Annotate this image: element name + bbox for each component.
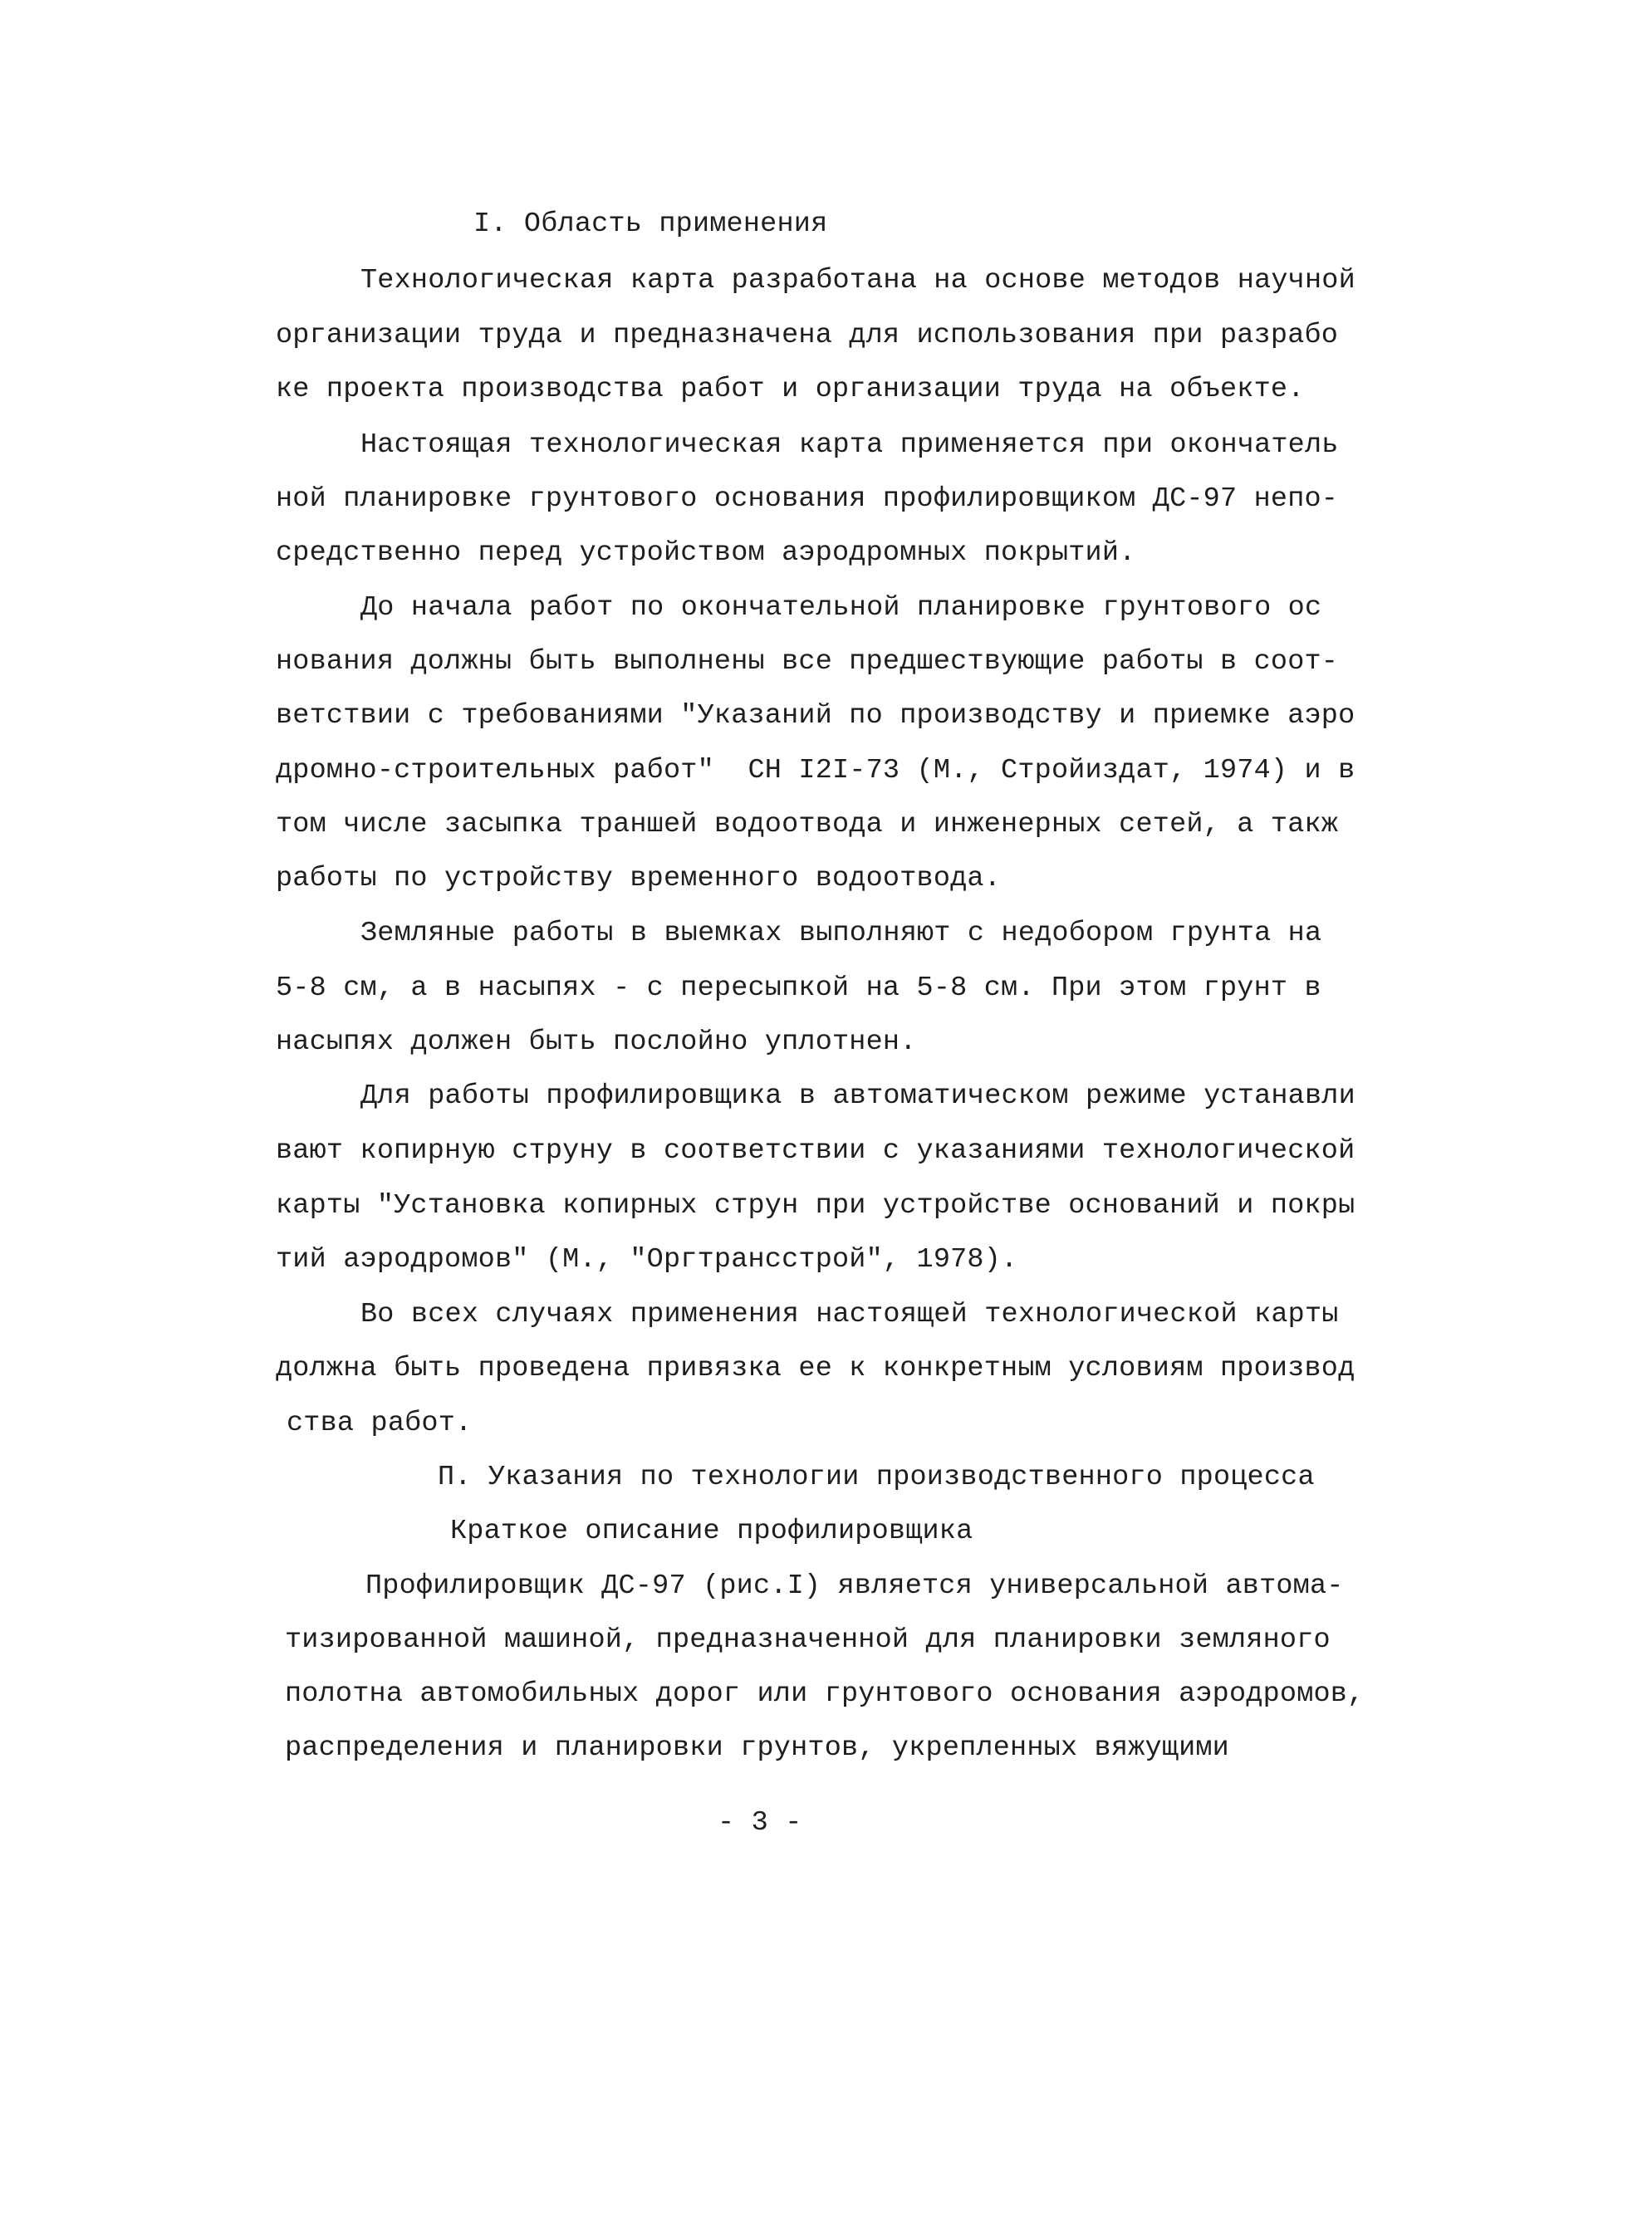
- body-line: средственно перед устройством аэродромных покрытий.: [276, 537, 1136, 569]
- body-line: дромно-строительных работ" СН I2I-73 (М., Стройиздат, 1974) и в: [276, 755, 1355, 786]
- body-line: организации труда и предназначена для использования при разрабо: [276, 320, 1339, 351]
- body-line: ке проекта производства работ и организации труда на объекте.: [276, 374, 1305, 405]
- body-line: Настоящая технологическая карта применяется при окончатель: [360, 429, 1339, 461]
- body-line: распределения и планировки грунтов, укрепленных вяжущими: [285, 1732, 1229, 1764]
- body-line: Технологическая карта разработана на основе методов научной: [360, 265, 1355, 296]
- section-2-heading: П. Указания по технологии производственного процесса: [438, 1462, 1315, 1493]
- body-line: ства работ.: [287, 1408, 473, 1439]
- body-line: 5-8 см, а в насыпях - с пересыпкой на 5-8 см. При этом грунт в: [276, 972, 1321, 1004]
- body-line: Во всех случаях применения настоящей технологической карты: [360, 1299, 1339, 1330]
- body-line: насыпях должен быть послойно уплотнен.: [276, 1026, 917, 1058]
- body-line: нования должны быть выполнены все предшествующие работы в соот-: [276, 646, 1339, 678]
- body-line: ветствии с требованиями "Указаний по производству и приемке аэро: [276, 700, 1355, 732]
- body-line: тий аэродромов" (М., "Оргтрансстрой", 1978).: [276, 1244, 1018, 1276]
- body-line: ной планировке грунтового основания профилировщиком ДС-97 непо-: [276, 483, 1339, 515]
- section-1-heading: I. Область применения: [473, 208, 828, 240]
- body-line: До начала работ по окончательной планировке грунтового ос: [360, 592, 1322, 624]
- body-line: тизированной машиной, предназначенной для планировки земляного: [285, 1624, 1331, 1656]
- body-line: вают копирную струну в соответствии с указаниями технологической: [276, 1135, 1355, 1167]
- body-line: полотна автомобильных дорог или грунтового основания аэродромов,: [285, 1678, 1365, 1710]
- body-line: том числе засыпка траншей водоотвода и инженерных сетей, а такж: [276, 809, 1339, 840]
- body-line: Для работы профилировщика в автоматическом режиме устанавли: [360, 1080, 1355, 1112]
- page-number: - 3 -: [718, 1807, 802, 1839]
- body-line: должна быть проведена привязка ее к конкретным условиям производ: [276, 1353, 1355, 1384]
- body-line: Профилировщик ДС-97 (рис.I) является универсальной автома-: [365, 1570, 1344, 1602]
- body-line: Земляные работы в выемках выполняют с недобором грунта на: [360, 918, 1322, 949]
- section-2-subheading: Краткое описание профилировщика: [450, 1516, 973, 1547]
- body-line: карты "Установка копирных струн при устройстве оснований и покры: [276, 1190, 1355, 1222]
- body-line: работы по устройству временного водоотвода.: [276, 863, 1002, 894]
